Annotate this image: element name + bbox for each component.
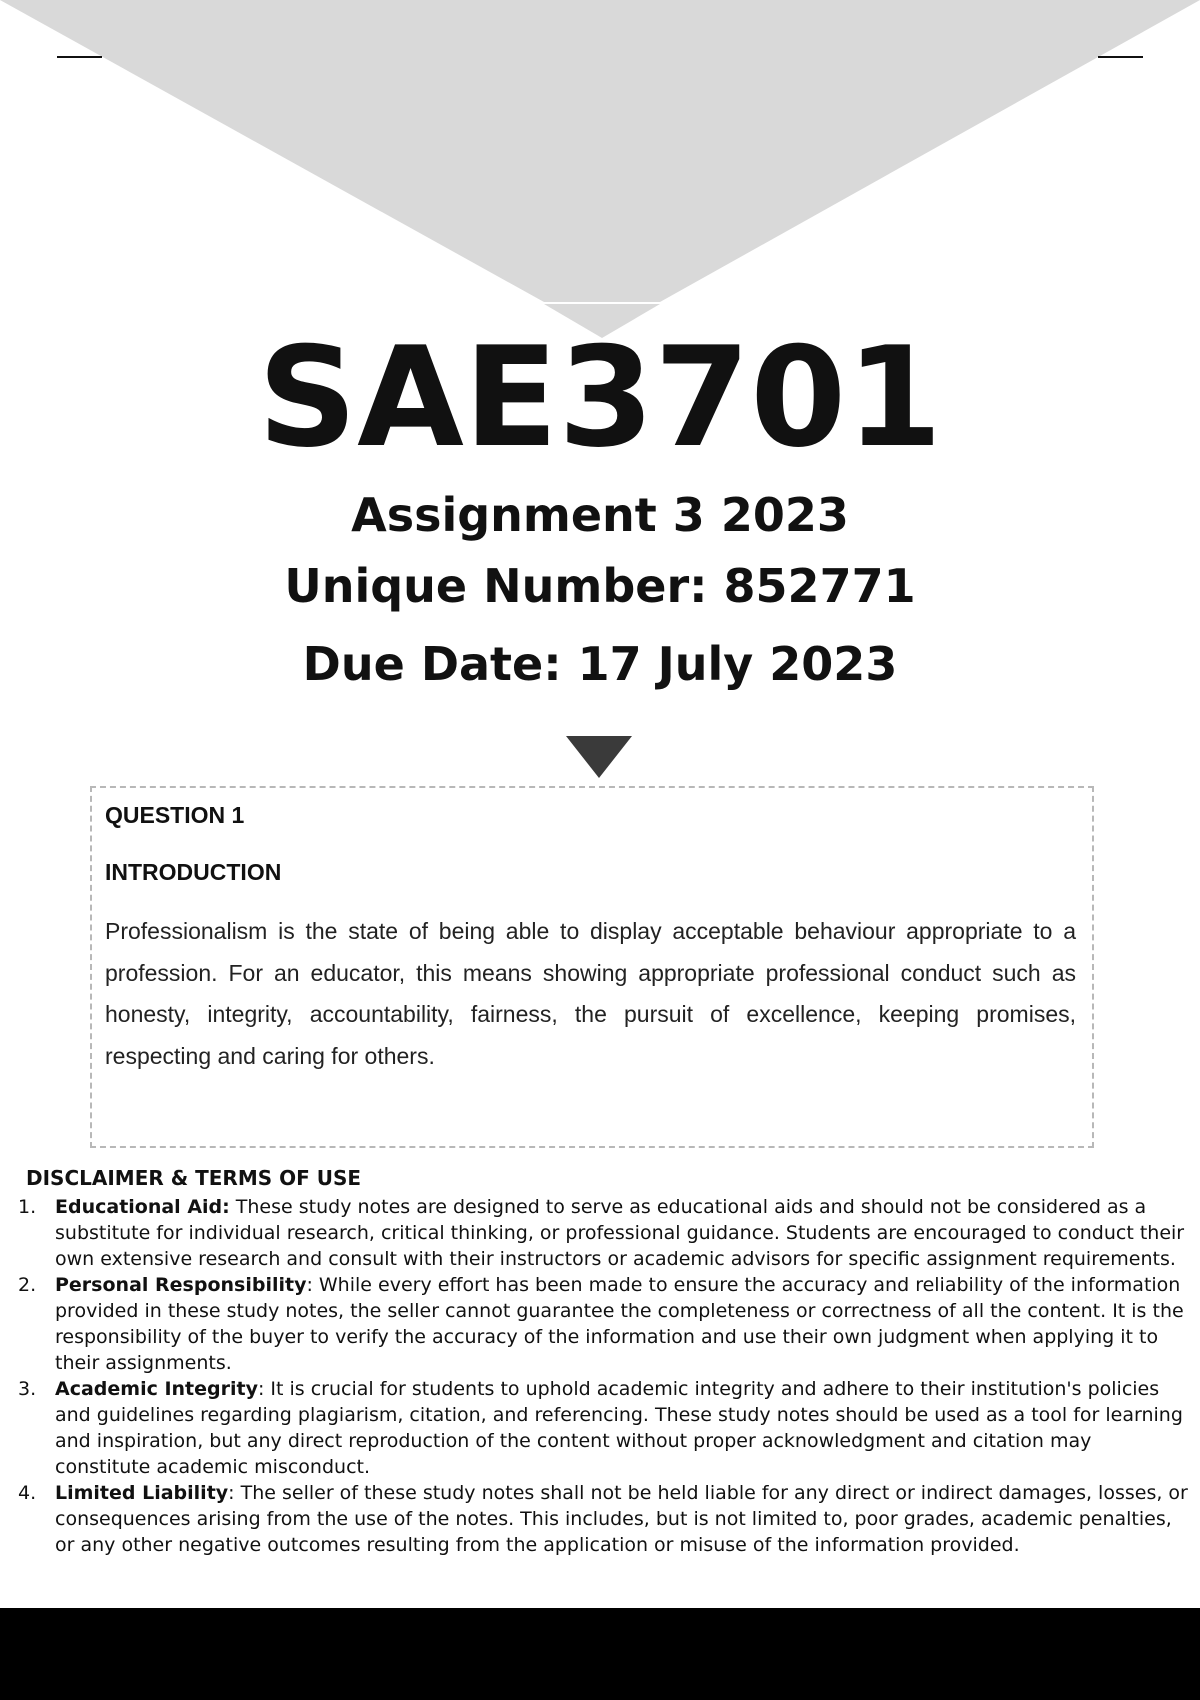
term-number: 3. xyxy=(18,1378,37,1400)
term-title: Limited Liability xyxy=(55,1482,229,1504)
term-number: 1. xyxy=(18,1196,37,1218)
question-section-heading: INTRODUCTION xyxy=(105,859,282,885)
unique-number: Unique Number: 852771 xyxy=(284,559,916,613)
term-item xyxy=(18,1376,1188,1480)
term-item xyxy=(18,1480,1188,1558)
gray-chevron-banner xyxy=(0,0,1200,302)
question-number-heading: QUESTION 1 xyxy=(105,802,245,828)
disclaimer-section xyxy=(18,1164,1188,1558)
assignment-title: Assignment 3 2023 xyxy=(351,488,849,542)
question-body-text: Professionalism is the state of being able to display acceptable behaviour appropriate to a profession. For an educator, this means showing appropriate professional conduct such as honesty, integrity, accountability, fairness, the pursuit of excellence, keeping promises, respecting and caring for others. xyxy=(105,918,1076,1069)
term-number: 2. xyxy=(18,1274,37,1296)
term-title: Personal Responsibility xyxy=(55,1274,307,1296)
corner-rule-right xyxy=(1098,56,1143,58)
corner-rule-left xyxy=(57,56,102,58)
term-text: These study notes are designed to serve as educational aids and should not be considered as a substitute for individual research, critical thinking, or professional guidance. Students are encouraged to conduct their own extensive research and consult with their instructors or academic advisors for specific assignment requirements. xyxy=(55,1196,1185,1270)
module-code-title: SAE3701 xyxy=(257,317,943,478)
term-title: Educational Aid: xyxy=(55,1196,230,1218)
term-title: Academic Integrity xyxy=(55,1378,258,1400)
term-item xyxy=(18,1194,1188,1272)
footer-black-bar xyxy=(0,1608,1200,1700)
disclaimer-title: DISCLAIMER & TERMS OF USE xyxy=(26,1166,362,1190)
term-number: 4. xyxy=(18,1482,37,1504)
terms-list xyxy=(18,1194,1188,1558)
term-item xyxy=(18,1272,1188,1376)
header-banner-decoration xyxy=(0,0,1200,340)
term-text: : While every effort has been made to ensure the accuracy and reliability of the information provided in these study notes, the seller cannot guarantee the completeness or correctness of all the content. It is the responsibility of the buyer to verify the accuracy of the information and use their own judgment when applying it to their assignments. xyxy=(55,1274,1184,1374)
down-triangle-icon xyxy=(566,736,632,778)
term-text: : The seller of these study notes shall not be held liable for any direct or indirect damages, losses, or consequences arising from the use of the notes. This includes, but is not limited to, poor grades, academic penalties, or any other negative outcomes resulting from the application or misuse of the information provided. xyxy=(55,1482,1188,1556)
due-date: Due Date: 17 July 2023 xyxy=(302,637,898,691)
term-text: : It is crucial for students to uphold academic integrity and adhere to their institution's policies and guidelines regarding plagiarism, citation, and referencing. These study notes should be used as a tool for learning and inspiration, but any direct reproduction of the content without proper acknowledgment and citation may constitute academic misconduct. xyxy=(55,1378,1183,1478)
question-preview-box xyxy=(90,786,1094,1148)
